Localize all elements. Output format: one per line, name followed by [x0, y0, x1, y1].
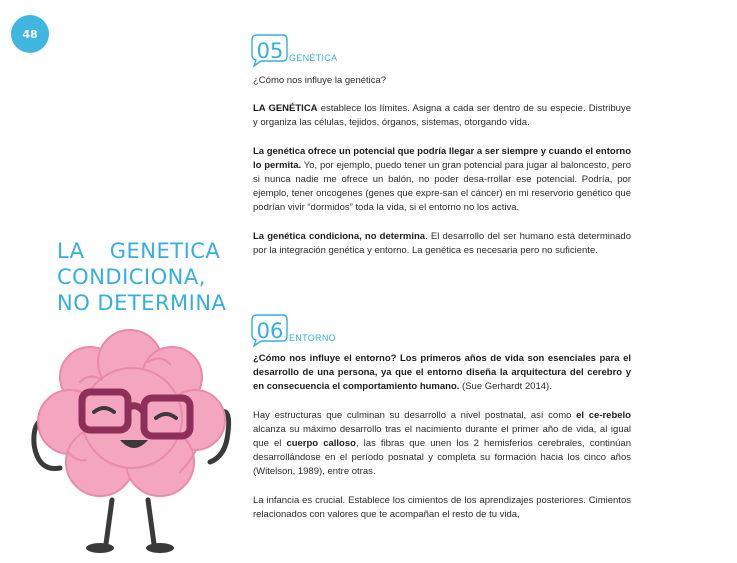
section-06-header — [253, 313, 336, 345]
section-05-paragraph-1: LA GENÉTICA establece los límites. Asigna a cada ser dentro de su especie. Distribuye y organiza las células, tejidos, órganos, sistemas, otorgando vida. — [253, 103, 631, 129]
brain-character-illustration — [20, 322, 250, 562]
page-number-badge: 48 — [11, 15, 49, 53]
headline — [57, 238, 237, 316]
section-06-paragraph-2: Hay estructuras que culminan su desarrollo a nivel postnatal, así como el ce-rebelo alcanza su máximo desarrollo tras el nacimiento durante el primer año de vida, al igual que el cuerpo calloso, las fibras que unen los 2 hemisferios cerebrales, continúan desarrollándose en el período posnatal y completa su formación hacia los cinco años (Witelson, 1989), entre otras. — [253, 409, 631, 478]
section-05-paragraph-2: La genética ofrece un potencial que podría llegar a ser siempre y cuando el entorno lo permita. Yo, por ejemplo, puedo tener un gran potencial para jugar al baloncesto, pero si nunca nadie me ofrece un balón, no poder desa-rrollar ese potencial. Podría, por ejemplo, tener oncogenes (genes que expre-san el cáncer) en mi reservorio genético que podrían vivir “dormidos” toda la vida, si el entorno no los activa. — [253, 145, 631, 214]
headline-line-3: NO DETERMINA — [57, 291, 227, 315]
section-06-paragraph-1: ¿Cómo nos influye el entorno? Los primeros años de vida son esenciales para el desarrollo de una persona, ya que el entorno diseña la arquitectura del cerebro y en consecuencia el comportamiento humano. (Sue Gerhardt 2014). — [253, 353, 631, 393]
section-06-body — [253, 352, 631, 536]
headline-line-2: CONDICIONA, — [57, 265, 206, 289]
section-05-paragraph-3: La genética condiciona, no determina. El desarrollo del ser humano está determinado por la integración genética y entorno. La genética es necesaria pero no suficiente. — [253, 230, 631, 256]
section-05-question: ¿Cómo nos influye la genética? — [253, 75, 387, 86]
section-06-paragraph-3: La infancia es crucial. Establece los cimientos de los aprendizajes posteriores. Cimientos relacionados con valores que te acompañan el resto de tu vida, — [253, 494, 631, 520]
section-05-number: 05 — [253, 37, 287, 65]
section-05-body — [253, 74, 631, 272]
headline-line-1: LA GENETICA — [57, 239, 221, 263]
section-05-header — [253, 33, 337, 65]
section-06-label: ENTORNO — [289, 333, 336, 343]
section-05-label: GENÉTICA — [289, 53, 338, 63]
section-06-number: 06 — [253, 317, 287, 345]
